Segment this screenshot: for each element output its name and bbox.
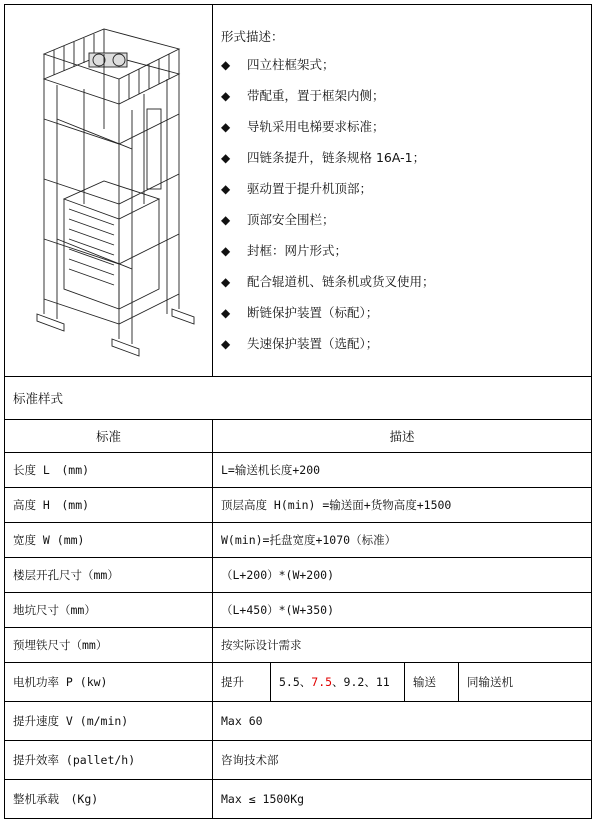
row-label: 预埋铁尺寸（mm）: [5, 628, 213, 663]
header-description: 描述: [213, 420, 592, 453]
feature-list: [221, 57, 591, 367]
table-row: [5, 780, 592, 819]
spec-table: [4, 4, 592, 819]
row-value: 咨询技术部: [213, 741, 592, 780]
diamond-bullet-icon: ◆: [221, 182, 231, 196]
highlight-value: 7.5: [311, 675, 333, 689]
table-row: [5, 558, 592, 593]
intro-row: [5, 5, 592, 377]
diamond-bullet-icon: ◆: [221, 151, 231, 165]
section-title-row: [5, 377, 592, 420]
description-cell: [213, 5, 592, 377]
row-label: 长度 L (mm): [5, 453, 213, 488]
row-value: 按实际设计需求: [213, 628, 592, 663]
lift-frame-drawing-icon: [9, 9, 209, 369]
row-label: 整机承载 (Kg): [5, 780, 213, 819]
drawing-cell: [5, 5, 213, 377]
power-label: 电机功率 P (kw): [5, 663, 213, 702]
table-row: [5, 702, 592, 741]
row-value: Max ≤ 1500Kg: [213, 780, 592, 819]
power-row: [5, 663, 592, 702]
description-heading: 形式描述：: [221, 29, 284, 44]
lift-values: 5.5、7.5、9.2、11: [271, 663, 405, 702]
diamond-bullet-icon: ◆: [221, 275, 231, 289]
feature-item: ◆ 配合辊道机、链条机或货叉使用；: [221, 274, 435, 289]
table-row: [5, 523, 592, 558]
convey-label: 输送: [405, 663, 459, 702]
row-value: W(min)=托盘宽度+1070（标准）: [213, 523, 592, 558]
row-value: （L+200）*(W+200): [213, 558, 592, 593]
table-row: [5, 453, 592, 488]
feature-item: ◆ 失速保护装置（选配）；: [221, 336, 379, 351]
diamond-bullet-icon: ◆: [221, 306, 231, 320]
diamond-bullet-icon: ◆: [221, 89, 231, 103]
feature-item: ◆ 导轨采用电梯要求标准；: [221, 119, 385, 134]
diamond-bullet-icon: ◆: [221, 58, 231, 72]
feature-item: ◆ 驱动置于提升机顶部；: [221, 181, 373, 196]
row-value: 顶层高度 H(min) =输送面+货物高度+1500: [213, 488, 592, 523]
convey-value: 同输送机: [459, 663, 592, 702]
row-value: （L+450）*(W+350): [213, 593, 592, 628]
row-label: 提升效率 (pallet/h): [5, 741, 213, 780]
feature-item: ◆ 断链保护装置（标配）；: [221, 305, 379, 320]
row-label: 高度 H (mm): [5, 488, 213, 523]
row-label: 地坑尺寸（mm）: [5, 593, 213, 628]
feature-item: ◆ 带配重，置于框架内侧；: [221, 88, 385, 103]
feature-item: ◆ 四立柱框架式；: [221, 57, 335, 72]
feature-item: ◆ 顶部安全围栏；: [221, 212, 335, 227]
diamond-bullet-icon: ◆: [221, 213, 231, 227]
feature-item: ◆ 封框：网片形式；: [221, 243, 348, 258]
row-label: 宽度 W (mm): [5, 523, 213, 558]
row-value: L=输送机长度+200: [213, 453, 592, 488]
diamond-bullet-icon: ◆: [221, 244, 231, 258]
lift-label: 提升: [213, 663, 271, 702]
row-value: Max 60: [213, 702, 592, 741]
table-row: [5, 593, 592, 628]
table-row: [5, 741, 592, 780]
table-row: [5, 628, 592, 663]
feature-item: ◆ 四链条提升，链条规格 16A-1；: [221, 150, 426, 165]
table-row: [5, 488, 592, 523]
row-label: 提升速度 V (m/min): [5, 702, 213, 741]
table-header-row: [5, 420, 592, 453]
header-standard: 标准: [5, 420, 213, 453]
diamond-bullet-icon: ◆: [221, 120, 231, 134]
row-label: 楼层开孔尺寸（mm）: [5, 558, 213, 593]
section-title: 标准样式: [5, 377, 592, 420]
diamond-bullet-icon: ◆: [221, 337, 231, 351]
